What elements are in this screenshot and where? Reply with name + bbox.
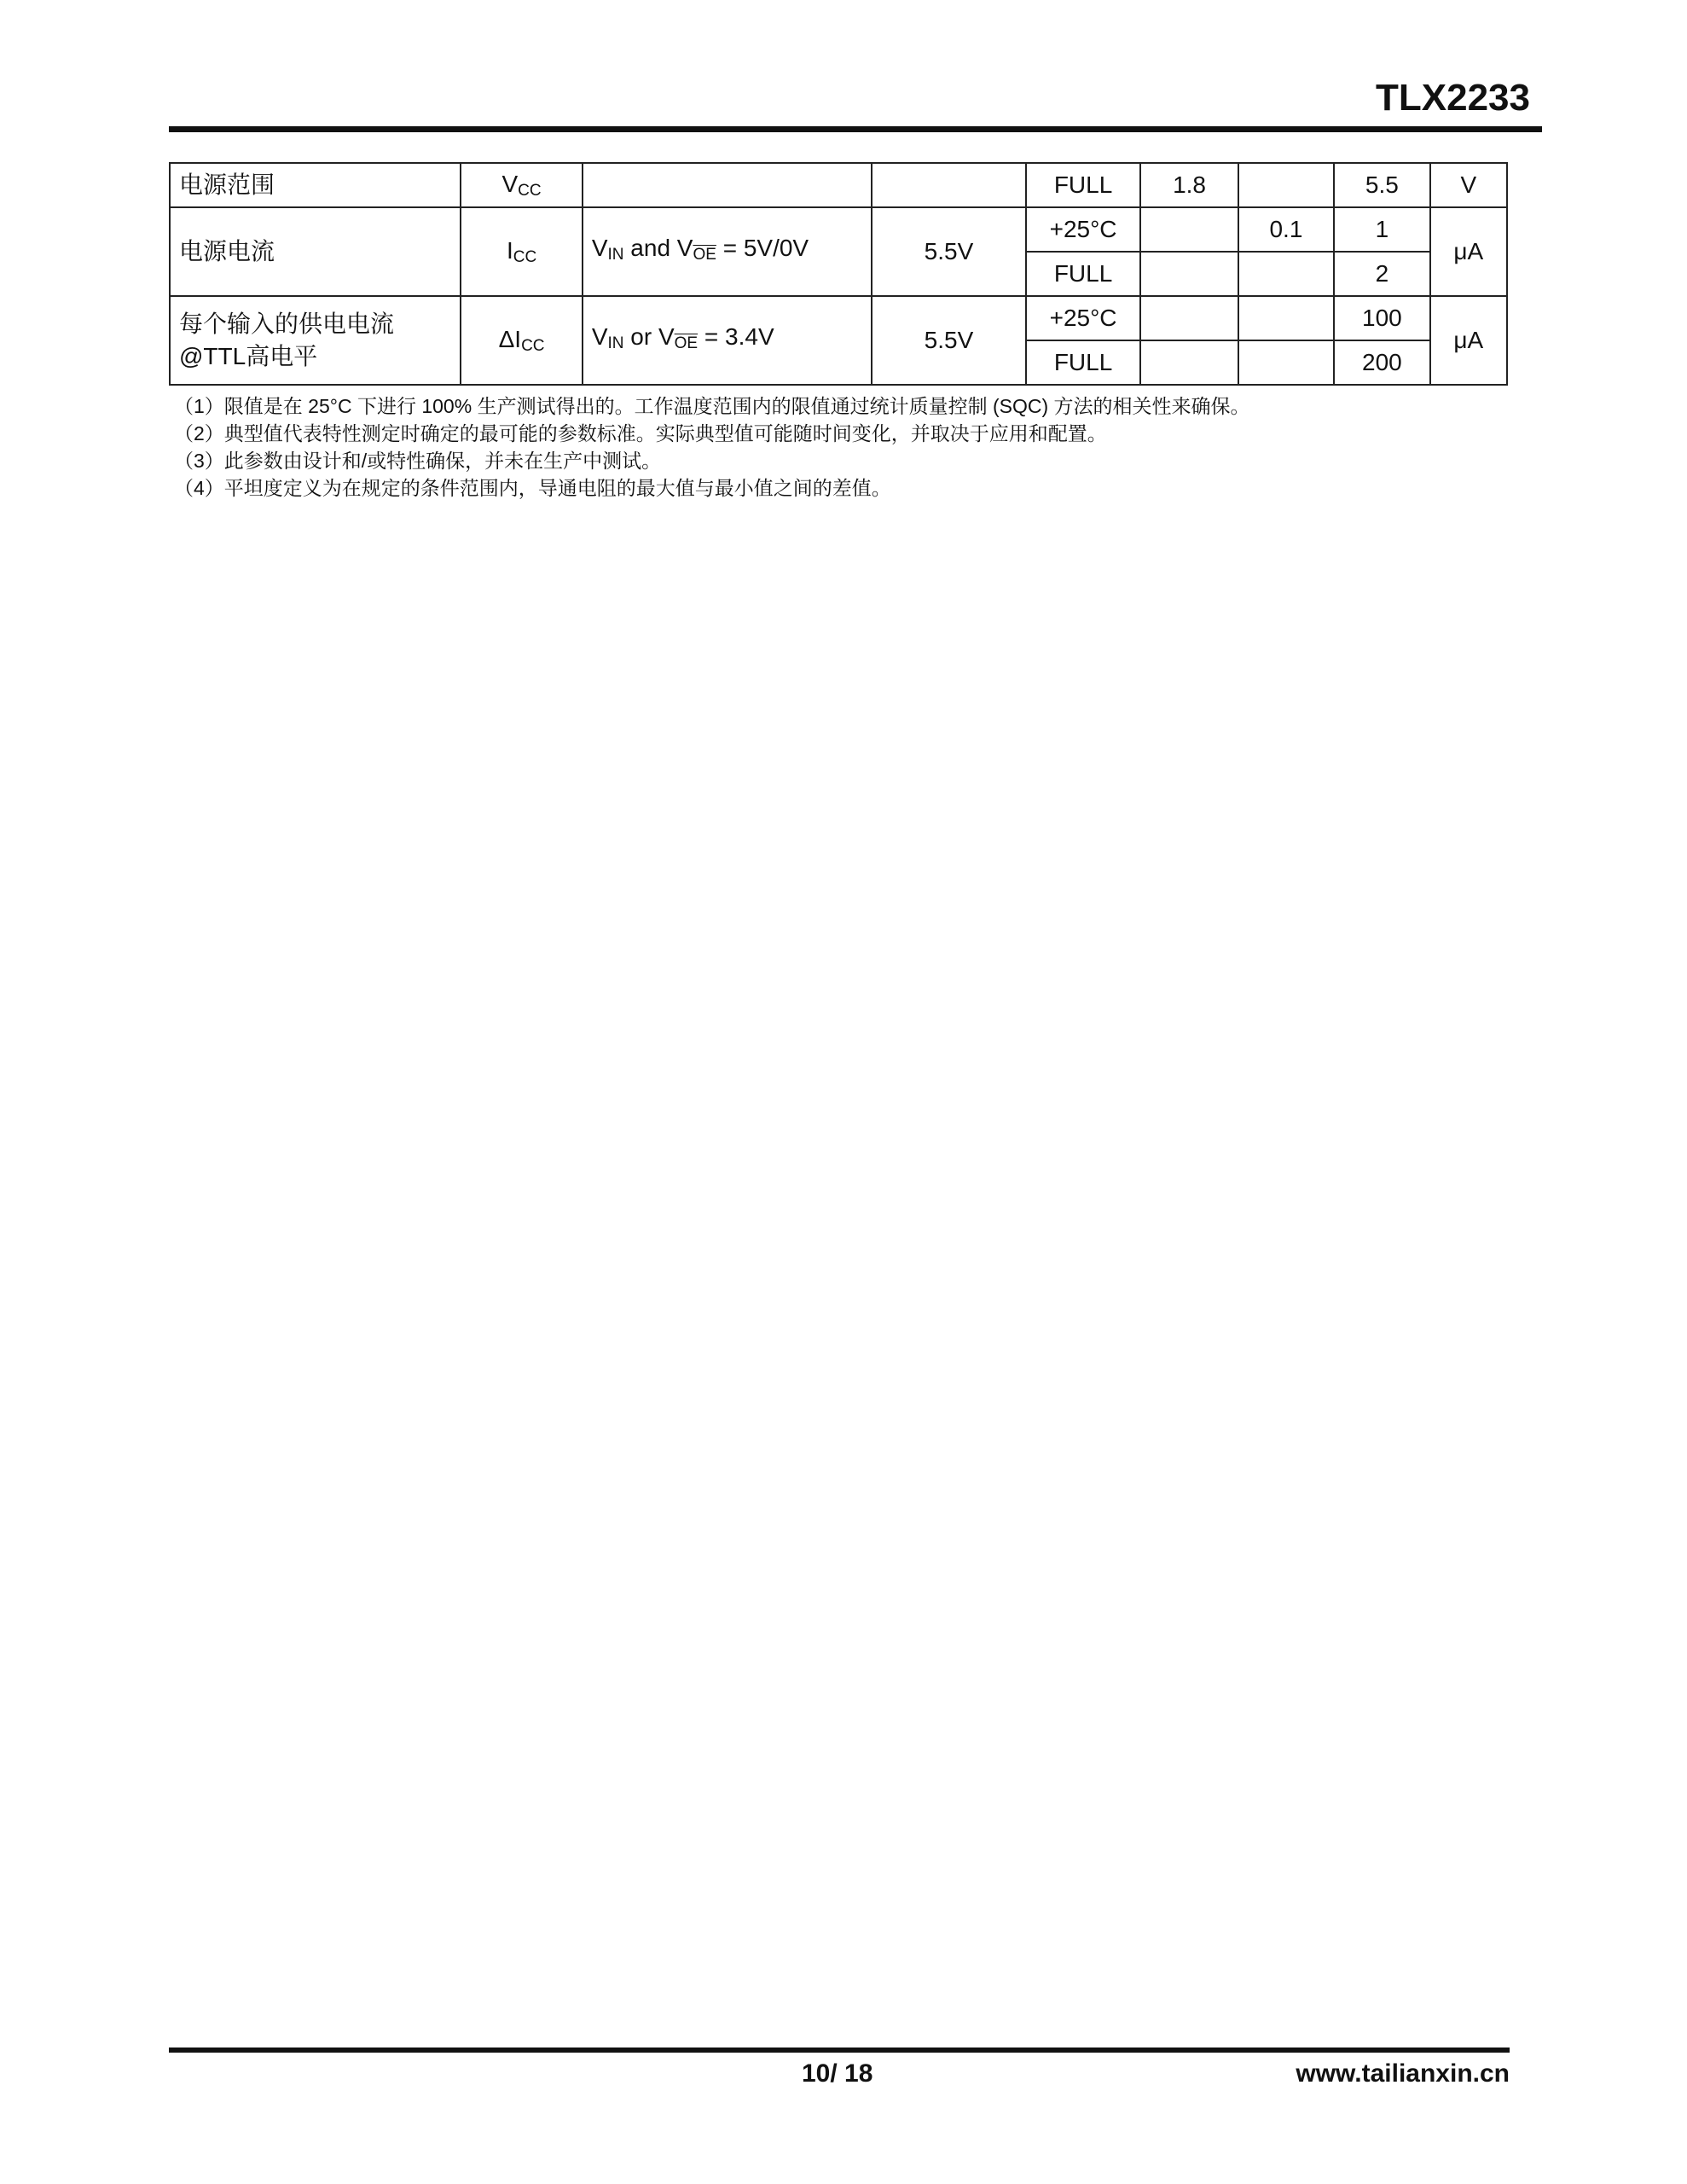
min-cell [1140,207,1238,252]
table-row [170,296,1507,340]
min-cell [1140,296,1238,340]
typ-cell [1238,296,1334,340]
typ-cell: 0.1 [1238,207,1334,252]
table-row [170,163,1507,207]
page-number: 10/ 18 [802,2059,873,2088]
max-cell: 5.5 [1334,163,1429,207]
footnotes [174,392,1250,502]
min-cell [1140,340,1238,385]
max-cell: 2 [1334,252,1429,296]
temp-cell: FULL [1026,163,1141,207]
unit-cell: V [1430,163,1507,207]
footnote-1: （1）限值是在 25°C 下进行 100% 生产测试得出的。工作温度范围内的限值通过统计质量控制 (SQC) 方法的相关性来确保。 [174,395,1250,417]
typ-cell [1238,252,1334,296]
typ-cell [1238,163,1334,207]
max-cell: 100 [1334,296,1429,340]
temp-cell: FULL [1026,340,1141,385]
electrical-spec-table [169,162,1508,386]
vcc-cell: 5.5V [872,207,1026,296]
temp-cell: FULL [1026,252,1141,296]
max-cell: 1 [1334,207,1429,252]
website-link[interactable]: www.tailianxin.cn [1296,2059,1510,2088]
typ-cell [1238,340,1334,385]
footnote-2: （2）典型值代表特性测定时确定的最可能的参数标准。实际典型值可能随时间变化，并取决于应用和配置。 [174,422,1107,444]
symbol-cell: $\Delta I_{CC}$ [461,296,583,385]
param-cell: 电源电流 [170,207,461,296]
min-cell [1140,252,1238,296]
footnote-3: （3）此参数由设计和/或特性确保，并未在生产中测试。 [174,450,662,472]
header-rule [169,126,1542,132]
vcc-cell: 5.5V [872,296,1026,385]
condition-cell: $V_{IN}$ or $V_{\overline{OE}} = 3.4V$ [583,296,872,385]
document-title: TLX2233 [1376,77,1530,119]
param-cell: 电源范围 [170,163,461,207]
footnote-4: （4）平坦度定义为在规定的条件范围内，导通电阻的最大值与最小值之间的差值。 [174,477,891,499]
condition-cell: $V_{IN}$ and $V_{\overline{OE}} = 5V/0V$ [583,207,872,296]
max-cell: 200 [1334,340,1429,385]
footer-rule [169,2048,1510,2053]
param-cell: 每个输入的供电电流 @TTL高电平 [170,296,461,385]
unit-cell: μA [1430,296,1507,385]
unit-cell: μA [1430,207,1507,296]
temp-cell: +25°C [1026,207,1141,252]
symbol-cell: $I_{CC}$ [461,207,583,296]
vcc-cell [872,163,1026,207]
condition-cell [583,163,872,207]
table-row [170,207,1507,252]
min-cell: 1.8 [1140,163,1238,207]
temp-cell: +25°C [1026,296,1141,340]
symbol-cell: $V_{CC}$ [461,163,583,207]
